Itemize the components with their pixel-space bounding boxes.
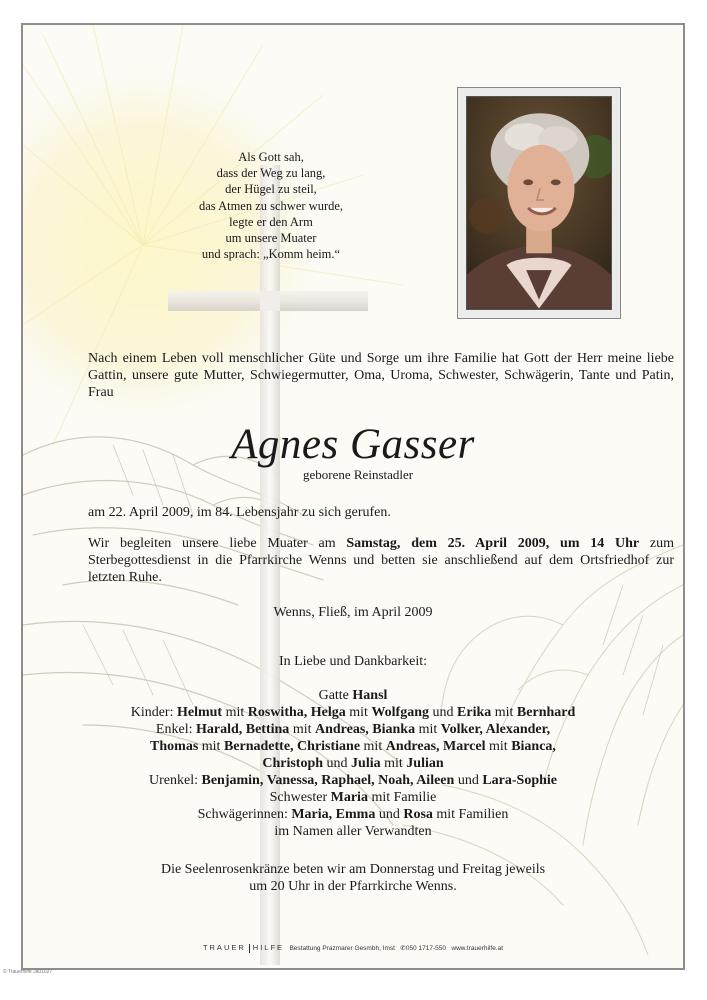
poem-line: Als Gott sah,: [238, 150, 304, 164]
funeral-text-part: Wir begleiten unsere liebe Muater am: [88, 536, 347, 551]
mourner-name: Maria: [330, 790, 368, 805]
mourner-name: Julia: [351, 756, 381, 771]
death-text: am 22. April 2009, im 84. Lebensjahr zu sich gerufen.: [88, 505, 391, 520]
mourner-name: Roswitha, Helga: [247, 705, 346, 720]
credit-line: © Trauerhilfe Ja01027: [3, 969, 53, 975]
obituary-sheet: [21, 23, 685, 970]
mourner-name: Erika: [457, 705, 492, 720]
brand-left: TRAUER: [202, 943, 246, 952]
mourner-line: [23, 721, 683, 738]
brand-divider: [249, 944, 250, 953]
rosary-text: [23, 861, 683, 895]
mourner-text: mit: [415, 722, 441, 737]
mourner-text: mit: [360, 739, 386, 754]
mourner-text: Schwester: [269, 790, 331, 805]
mourner-text: mit Familie: [367, 790, 437, 805]
mourner-text: und: [454, 773, 483, 788]
poem-line: der Hügel zu steil,: [225, 182, 317, 197]
mourner-name: Andreas, Bianka: [314, 722, 416, 737]
brand-right: HILFE: [252, 943, 285, 952]
mourner-text: mit: [289, 722, 315, 737]
mourner-text: mit: [491, 705, 517, 720]
mourners-list: [23, 687, 683, 840]
mourner-line: [23, 806, 683, 823]
funeral-text-part: zum Sterbegottesdienst in die Pfarrkirche Wenns und betten sie anschließend auf dem Ortsfriedhof zur letzten Ruhe.: [88, 536, 674, 585]
mourner-text: und: [429, 705, 458, 720]
mourner-name: Julian: [406, 756, 444, 771]
mourner-text: mit: [222, 705, 248, 720]
mourner-line: [23, 823, 683, 840]
poem-line: legte er den Arm: [229, 214, 313, 229]
mourner-text: Schwägerinnen:: [197, 807, 292, 822]
mourner-text: mit: [345, 705, 372, 720]
poem-line: dass der Weg zu lang,: [216, 166, 326, 181]
phone-icon: ✆: [400, 945, 406, 952]
mourner-text: Gatte: [318, 688, 353, 703]
mourner-name: Thomas: [150, 739, 199, 754]
portrait-frame: [457, 87, 621, 319]
undertaker-footer: [23, 943, 683, 953]
mourner-text: und: [323, 756, 352, 771]
mourner-name: Helmut: [176, 705, 223, 720]
mourner-line: [23, 772, 683, 789]
mourner-name: Christoph: [262, 756, 324, 771]
mourner-name: Bianca,: [511, 739, 556, 754]
poem-line: und sprach: „Komm heim.“: [201, 247, 341, 262]
mourner-text: im Namen aller Verwandten: [274, 824, 432, 839]
mourner-line: [23, 687, 683, 704]
mourner-name: Wolfgang: [371, 705, 430, 720]
mourner-text: mit Familien: [432, 807, 509, 822]
poem-line: um unsere Muater: [225, 231, 317, 246]
web-address: www.trauerhilfe.at: [451, 945, 504, 952]
mourner-line: [23, 738, 683, 755]
place-date: Wenns, Fließ, im April 2009: [273, 605, 433, 620]
mourner-name: Volker, Alexander,: [440, 722, 551, 737]
funeral-date: Samstag, dem 25. April 2009, um 14 Uhr: [346, 536, 640, 551]
portrait-photo: [466, 96, 612, 310]
mourner-name: Bernhard: [516, 705, 576, 720]
intro-text: Nach einem Leben voll menschlicher Güte und Sorge um ihre Familie hat Gott der Herr meine liebe Gattin, unsere gute Mutter, Schwiegermutter, Oma, Uroma, Schwester, Schwägerin, Tante und Patin, Frau: [88, 351, 674, 400]
rosary-line: um 20 Uhr in der Pfarrkirche Wenns.: [249, 879, 457, 894]
mourner-name: Maria, Emma: [291, 807, 376, 822]
mourner-line: [23, 789, 683, 806]
mourner-name: Rosa: [403, 807, 433, 822]
mourner-line: [23, 704, 683, 721]
rosary-line: Die Seelenrosenkränze beten wir am Donnerstag und Freitag jeweils: [160, 862, 546, 877]
portrait-image: [467, 97, 611, 309]
mourner-text: mit: [380, 756, 407, 771]
mourner-name: Benjamin, Vanessa, Raphael, Noah, Aileen: [201, 773, 455, 788]
mourner-name: Lara-Sophie: [482, 773, 557, 788]
mourner-text: und: [375, 807, 404, 822]
mourner-text: Enkel:: [155, 722, 196, 737]
mourner-name: Harald, Bettina: [195, 722, 290, 737]
mourner-name: Andreas, Marcel: [385, 739, 486, 754]
mourner-text: mit: [198, 739, 224, 754]
poem-line: das Atmen zu schwer wurde,: [198, 198, 344, 213]
phone-number: 050 1717-550: [405, 945, 446, 952]
funeral-text: [88, 535, 674, 586]
mourner-text: Urenkel:: [149, 773, 202, 788]
poem: [171, 149, 371, 262]
deceased-name: Agnes Gasser: [231, 421, 475, 468]
mourner-line: [23, 755, 683, 772]
mourner-text: mit: [485, 739, 512, 754]
company-name: Bestattung Prazmarer Gesmbh, Imst: [289, 945, 395, 952]
mourner-text: Kinder:: [130, 705, 177, 720]
mourner-name: Hansl: [352, 688, 388, 703]
mourner-name: Bernadette, Christiane: [223, 739, 361, 754]
gratitude-line: In Liebe und Dankbarkeit:: [278, 654, 428, 669]
birth-name: geborene Reinstadler: [303, 467, 414, 482]
